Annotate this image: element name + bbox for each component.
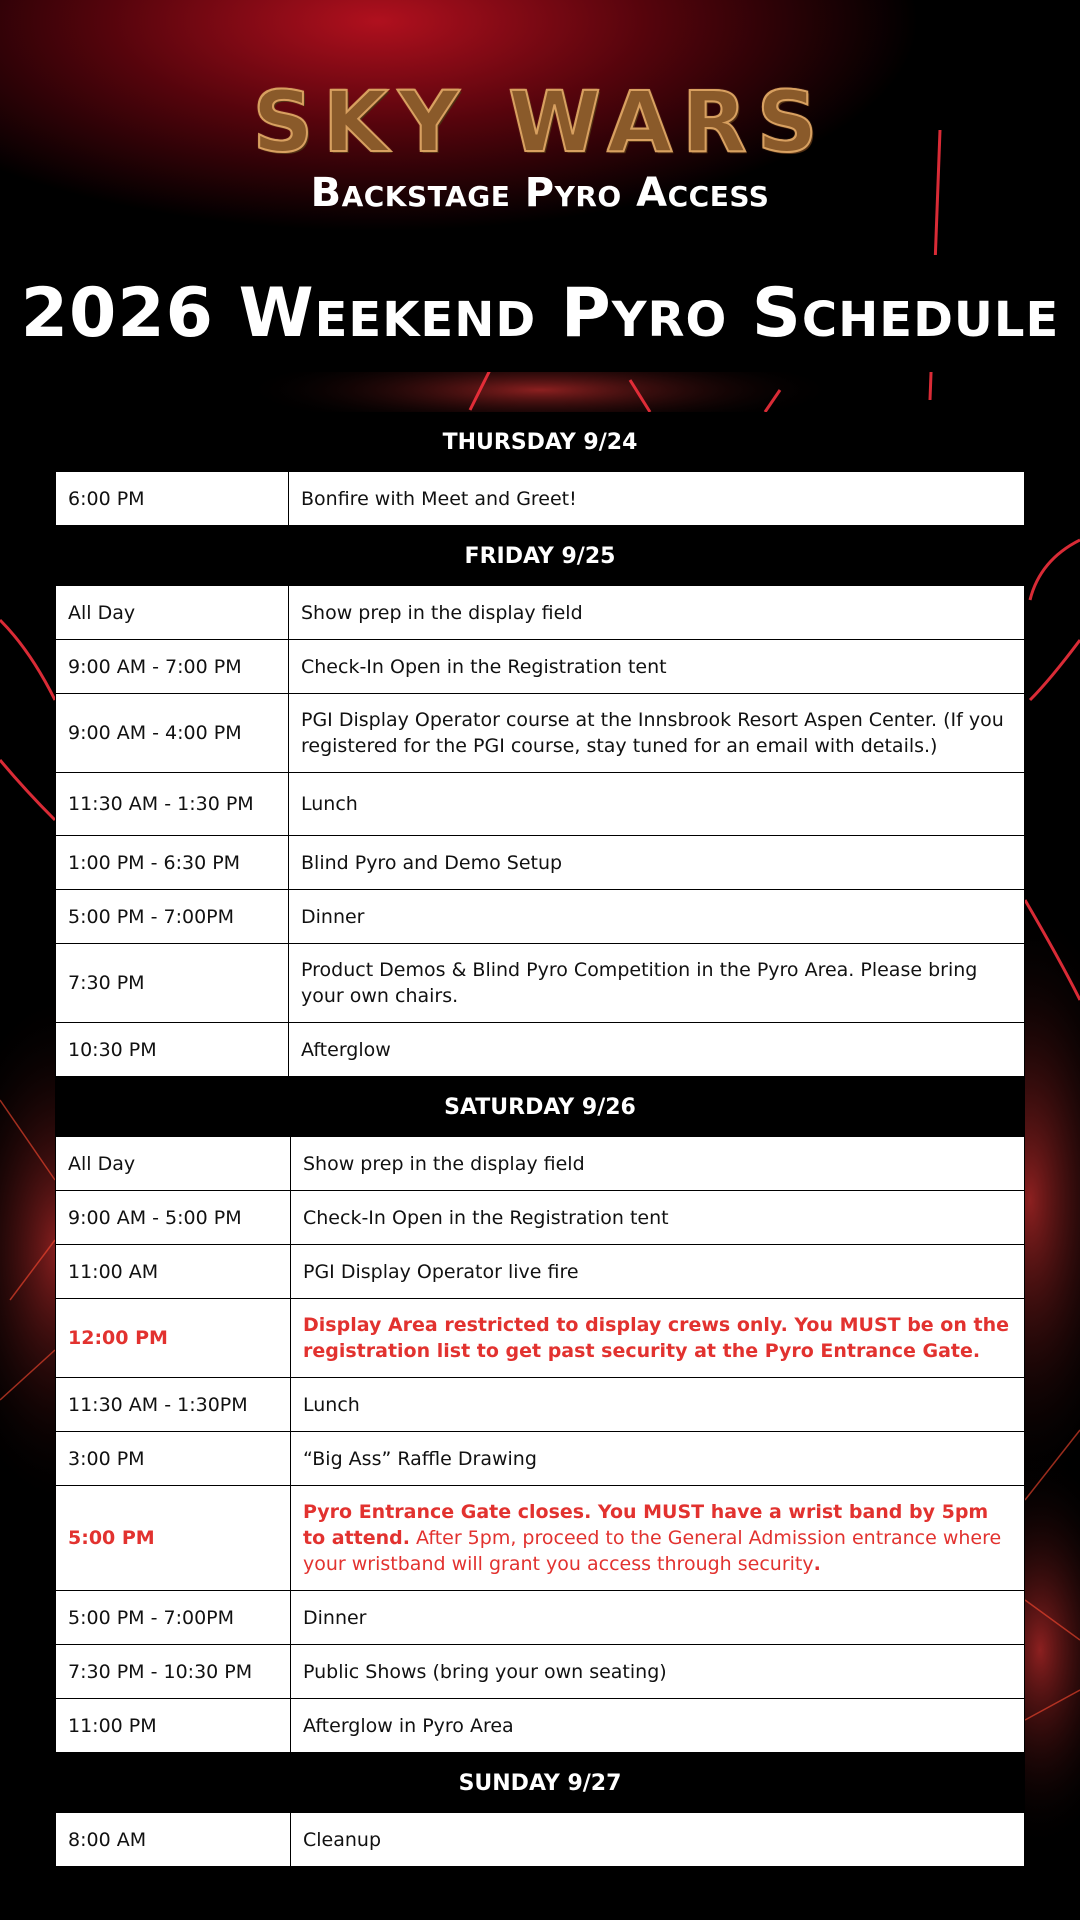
table-row (55, 890, 1025, 944)
row-time: 8:00 AM (56, 1813, 291, 1866)
row-time: 1:00 PM - 6:30 PM (56, 836, 289, 889)
row-desc: Dinner (303, 1606, 367, 1629)
title-band (0, 255, 1080, 372)
row-desc: Check-In Open in the Registration tent (301, 655, 667, 678)
table-row-highlight (55, 1486, 1025, 1591)
table-row (55, 1813, 1025, 1867)
table-row (55, 694, 1025, 773)
row-time: 9:00 AM - 4:00 PM (56, 694, 289, 772)
row-time: All Day (56, 586, 289, 639)
table-row (55, 1591, 1025, 1645)
row-desc: Show prep in the display field (301, 601, 583, 624)
row-time: 11:00 PM (56, 1699, 291, 1752)
row-time: 10:30 PM (56, 1023, 289, 1076)
row-time: 3:00 PM (56, 1432, 291, 1485)
row-desc: Display Area restricted to display crews only. You MUST be on the registration list to get past security at the Pyro Entrance Gate. (303, 1314, 1009, 1362)
day-header-saturday: SATURDAY 9/26 (55, 1077, 1025, 1137)
table-row (55, 472, 1025, 526)
row-desc: Lunch (303, 1393, 360, 1416)
table-row (55, 1645, 1025, 1699)
table-row (55, 1699, 1025, 1753)
notice-period: . (813, 1553, 821, 1575)
table-row (55, 773, 1025, 836)
row-time: 6:00 PM (56, 472, 289, 525)
row-desc: Afterglow in Pyro Area (303, 1714, 514, 1737)
row-time: All Day (56, 1137, 291, 1190)
table-row (55, 1137, 1025, 1191)
row-time: 11:30 AM - 1:30PM (56, 1378, 291, 1431)
row-time: 5:00 PM - 7:00PM (56, 890, 289, 943)
row-desc: Product Demos & Blind Pyro Competition in the Pyro Area. Please bring your own chairs. (301, 959, 978, 1007)
table-row-highlight (55, 1299, 1025, 1378)
row-desc: PGI Display Operator live fire (303, 1260, 579, 1283)
table-row (55, 1023, 1025, 1077)
row-desc: Afterglow (301, 1038, 391, 1061)
day-header-thursday: THURSDAY 9/24 (55, 412, 1025, 472)
row-time: 12:00 PM (56, 1299, 291, 1377)
row-time: 7:30 PM - 10:30 PM (56, 1645, 291, 1698)
row-time: 5:00 PM (56, 1486, 291, 1590)
row-time: 11:00 AM (56, 1245, 291, 1298)
table-row (55, 640, 1025, 694)
table-row (55, 1432, 1025, 1486)
table-row (55, 1245, 1025, 1299)
after-5pm-notice: After 5pm, proceed to the General Admission entrance where your wristband will grant you access through security (303, 1527, 1002, 1575)
row-desc: Bonfire with Meet and Greet! (301, 487, 577, 510)
gate-closes-notice: Pyro Entrance Gate closes. You MUST have a wrist band by 5pm to attend. (303, 1501, 989, 1549)
row-desc: Check-In Open in the Registration tent (303, 1206, 669, 1229)
row-desc: Cleanup (303, 1828, 382, 1851)
row-time: 7:30 PM (56, 944, 289, 1022)
schedule-table (55, 412, 1025, 1867)
row-desc: Dinner (301, 905, 365, 928)
table-row (55, 944, 1025, 1023)
sky-wars-logo: SKY WARS (252, 73, 828, 171)
row-desc: PGI Display Operator course at the Innsbrook Resort Aspen Center. (If you registered for the PGI course, stay tuned for an email with details.) (301, 709, 1004, 757)
table-row (55, 1378, 1025, 1432)
day-header-friday: FRIDAY 9/25 (55, 526, 1025, 586)
subtitle: Backstage Pyro Access (310, 170, 770, 216)
row-desc: “Big Ass” Raffle Drawing (303, 1447, 537, 1470)
table-row (55, 1191, 1025, 1245)
table-row (55, 836, 1025, 890)
row-desc: Lunch (301, 793, 358, 815)
page-title: 2026 Weekend Pyro Schedule (20, 274, 1060, 353)
row-time: 9:00 AM - 7:00 PM (56, 640, 289, 693)
row-time: 9:00 AM - 5:00 PM (56, 1191, 291, 1244)
row-desc (291, 1486, 1024, 1590)
table-row (55, 586, 1025, 640)
row-desc: Public Shows (bring your own seating) (303, 1660, 667, 1683)
row-time: 5:00 PM - 7:00PM (56, 1591, 291, 1644)
row-time: 11:30 AM - 1:30 PM (56, 773, 289, 835)
row-desc: Show prep in the display field (303, 1152, 585, 1175)
row-desc: Blind Pyro and Demo Setup (301, 851, 563, 874)
day-header-sunday: SUNDAY 9/27 (55, 1753, 1025, 1813)
